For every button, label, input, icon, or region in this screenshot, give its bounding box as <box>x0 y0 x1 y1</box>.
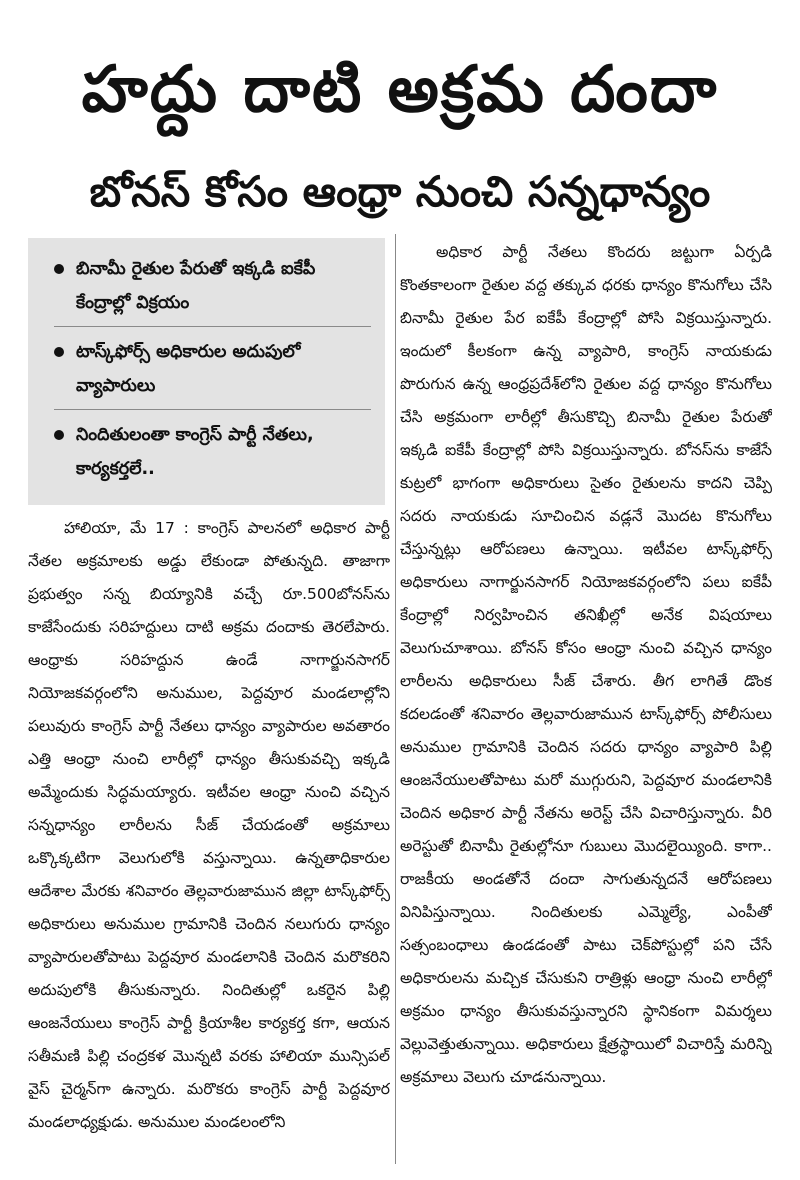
column-divider <box>395 234 396 1164</box>
article-paragraph: అధికార పార్టీ నేతలు కొందరు జట్టుగా ఏర్పడి కొంతకాలంగా రైతుల వద్ద తక్కువ ధరకు ధాన్యం కొనుగోలు చేసి బినామీ రైతుల పేర ఐకేపీ కేంద్రాల్లో పోసి విక్రయిస్తున్నారు. ఇందులో కీలకంగా ఉన్న వ్యాపారి, కాంగ్రెస్ నాయకుడు పొరుగున ఉన్న ఆంధ్రప్రదేశ్‌లోని రైతుల వద్ద ధాన్యం కొనుగోలు చేసి అక్రమంగా లారీల్లో తీసుకొచ్చి బినామీ రైతుల పేరుతో ఇక్కడి ఐకేపీ కేంద్రాల్లో పోసి విక్రయిస్తున్నారు. బోనస్‌ను కాజేసే కుట్రలో భాగంగా అధికారులు సైతం రైతులను కాదని చెప్పి సదరు నాయకుడు సూచించిన వడ్లనే మొదట కొనుగోలు చేస్తున్నట్లు ఆరోపణలు ఉన్నాయి. ఇటీవల టాస్క్‌ఫోర్స్ అధికారులు నాగార్జునసాగర్ నియోజకవర్గంలోని పలు ఐకేపీ కేంద్రాల్లో నిర్వహించిన తనిఖీల్లో అనేక విషయాలు వెలుగుచూశాయి. బోనస్ కోసం ఆంధ్రా నుంచి వచ్చిన ధాన్యం లారీలను అధికారులు సీజ్ చేశారు. తీగ లాగితే డొంక కదలడంతో శనివారం తెల్లవారుజామున టాస్క్‌ఫోర్స్ పోలీసులు అనుముల గ్రామానికి చెందిన సదరు ధాన్యం వ్యాపారి పిల్లి ఆంజనేయులతోపాటు మరో ముగ్గురుని, పెద్దవూర మండలానికి చెందిన అధికార పార్టీ నేతను అరెస్ట్ చేసి విచారిస్తున్నారు. వీరి అరెస్టుతో బినామీ రైతుల్లోనూ గుబులు మొదలైయ్యింది. కాగా.. రాజకీయ అండతోనే దందా సాగుతున్నదనే ఆరోపణలు వినిపిస్తున్నాయి. నిందితులకు ఎమ్మెల్యే, ఎంపీతో సత్సంబంధాలు ఉండడంతో పాటు చెక్‌పోస్టుల్లో పని చేసే అధికారులను మచ్చిక చేసుకుని రాత్రిళ్లు ఆంధ్రా నుంచి లారీల్లో అక్రమం ధాన్యం తీసుకువస్తున్నారని స్థానికంగా విమర్శలు వెల్లువెత్తుతున్నాయి. అధికారులు క్షేత్రస్థాయిలో విచారిస్తే మరిన్ని అక్రమాలు వెలుగు చూడనున్నాయి. <box>400 243 772 1086</box>
highlight-item <box>54 335 371 410</box>
article-paragraph: హాలియా, మే 17 : కాంగ్రెస్ పాలనలో అధికార పార్టీ నేతల అక్రమాలకు అడ్డు లేకుండా పోతున్నది. తాజాగా ప్రభుత్వం సన్న బియ్యానికి వచ్చే రూ.500బోనస్‌ను కాజేసేందుకు సరిహద్దులు దాటి అక్రమ దందాకు తెరలేపారు. ఆంధ్రాకు సరిహద్దున ఉండే నాగార్జునసాగర్ నియోజకవర్గంలోని అనుముల, పెద్దవూర మండలాల్లోని పలువురు కాంగ్రెస్ పార్టీ నేతలు ధాన్యం వ్యాపారుల అవతారం ఎత్తి ఆంధ్రా నుంచి లారీల్లో ధాన్యం తీసుకువచ్చి ఇక్కడి అమ్మేందుకు సిద్ధమయ్యారు. ఇటీవల ఆంధ్రా నుంచి వచ్చిన సన్నధాన్యం లారీలను సీజ్ చేయడంతో అక్రమాలు ఒక్కొక్కటిగా వెలుగులోకి వస్తున్నాయి. ఉన్నతాధికారుల ఆదేశాల మేరకు శనివారం తెల్లవారుజామున జిల్లా టాస్క్‌ఫోర్స్ అధికారులు అనుముల గ్రామానికి చెందిన నలుగురు ధాన్యం వ్యాపారులతోపాటు పెద్దవూర మండలానికి చెందిన మరొకరిని అదుపులోకి తీసుకున్నారు. నిందితుల్లో ఒకరైన పిల్లి ఆంజనేయులు కాంగ్రెస్ పార్టీ క్రియాశీల కార్యకర్త కగా, ఆయన సతీమణి పిల్లి చంద్రకళ మొన్నటి వరకు హాలియా మున్సిపల్ వైస్ చైర్మన్‌గా ఉన్నారు. మరొకరు కాంగ్రెస్ పార్టీ పెద్దవూర మండలాధ్యక్షుడు. అనుముల మండలంలోని <box>28 519 390 1131</box>
bullet-icon <box>54 430 64 440</box>
highlight-text: నిందితులంతా కాంగ్రెస్ పార్టీ నేతలు, కార్యకర్తలే.. <box>76 425 314 479</box>
highlight-text: బినామీ రైతుల పేరుతో ఇక్కడి ఐకేపీ కేంద్రాల్లో విక్రయం <box>76 259 316 313</box>
headline: హద్దు దాటి అక్రమ దందా <box>81 53 719 127</box>
bullet-icon <box>54 264 64 274</box>
highlights-box <box>28 238 385 505</box>
article-column-left <box>28 512 390 1162</box>
article-column-right <box>400 236 772 1166</box>
highlight-item <box>54 252 371 327</box>
bullet-icon <box>54 347 64 357</box>
highlight-item <box>54 418 371 492</box>
subheadline: బోనస్ కోసం ఆంధ్రా నుంచి సన్నధాన్యం <box>89 167 711 216</box>
highlight-text: టాస్క్‌ఫోర్స్ అధికారుల అదుపులో వ్యాపారులు <box>76 342 301 396</box>
